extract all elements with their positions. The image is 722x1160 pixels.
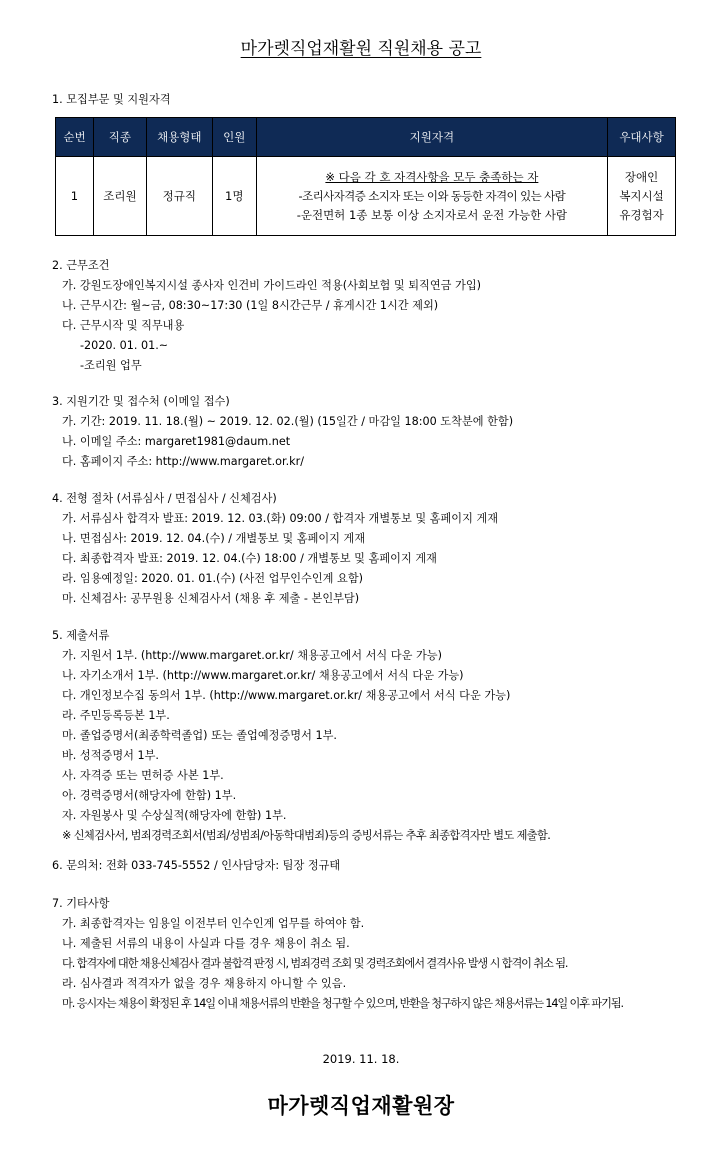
section-heading: 7. 기타사항 — [52, 897, 110, 910]
list-item: 사. 자격증 또는 면허증 사본 1부. — [62, 769, 224, 782]
section-work-conditions — [52, 256, 692, 376]
preference-line: 유경험자 — [619, 207, 664, 222]
sub-item: -조리원 업무 — [80, 359, 142, 372]
notice-date: 2019. 11. 18. — [322, 1052, 400, 1066]
column-header-qualification: 지원자격 — [256, 118, 607, 157]
section-other-notes — [52, 894, 692, 1014]
list-item: 가. 기간: 2019. 11. 18.(월) ~ 2019. 12. 02.(월) (15일간 / 마감일 18:00 도착분에 한함) — [62, 415, 514, 428]
list-item: 자. 자원봉사 및 수상실적(해당자에 한함) 1부. — [62, 809, 287, 822]
preference-line: 장애인 — [624, 169, 659, 184]
list-item: 라. 주민등록등본 1부. — [62, 709, 170, 722]
list-item: 다. 합격자에 대한 채용신체검사 결과 불합격 판정 시, 범죄경력 조회 및 경력조회에서 결격사유 발생 시 합격이 취소 됨. — [62, 957, 568, 970]
section-heading: 2. 근무조건 — [52, 259, 110, 272]
section-selection-process — [52, 489, 692, 609]
qualification-title: ※ 다음 각 호 자격사항을 모두 충족하는 자 — [325, 169, 539, 184]
section-heading: 4. 전형 절차 (서류심사 / 면접심사 / 신체검사) — [52, 492, 277, 505]
section-contact — [52, 856, 692, 876]
cell-type: 정규직 — [146, 157, 212, 236]
section-heading: 5. 제출서류 — [52, 629, 110, 642]
list-item: 마. 신체검사: 공무원용 신체검사서 (채용 후 제출 - 본인부담) — [62, 592, 360, 605]
list-item: 가. 지원서 1부. (http://www.margaret.or.kr/ 채용공고에서 서식 다운 가능) — [62, 649, 442, 662]
cell-count: 1명 — [212, 157, 256, 236]
list-item: 나. 면접심사: 2019. 12. 04.(수) / 개별통보 및 홈페이지 게재 — [62, 532, 366, 545]
section-application — [52, 392, 692, 472]
section-recruitment — [52, 90, 692, 110]
list-item: 다. 개인정보수집 동의서 1부. (http://www.margaret.or.kr/ 채용공고에서 서식 다운 가능) — [62, 689, 511, 702]
column-header-number: 순번 — [56, 118, 94, 157]
list-item: 나. 제출된 서류의 내용이 사실과 다를 경우 채용이 취소 됨. — [62, 937, 350, 950]
list-item: 마. 응시자는 채용이 확정된 후 14일 이내 채용서류의 반환을 청구할 수 있으며, 반환을 청구하지 않은 채용서류는 14일 이후 파기됨. — [62, 997, 624, 1010]
page-title: 마가렛직업재활원 직원채용 공고 — [240, 39, 482, 59]
section-heading: 3. 지원기간 및 접수처 (이메일 접수) — [52, 395, 230, 408]
contact-info: 6. 문의처: 전화 033-745-5552 / 인사담당자: 팀장 정규태 — [52, 859, 341, 872]
sub-item: -2020. 01. 01.~ — [80, 339, 169, 352]
qualification-item: -운전면허 1종 보통 이상 소지자로서 운전 가능한 사람 — [296, 207, 568, 222]
list-item: 라. 임용예정일: 2020. 01. 01.(수) (사전 업무인수인계 요함) — [62, 572, 364, 585]
section-heading: 1. 모집부문 및 지원자격 — [52, 93, 171, 106]
column-header-type: 채용형태 — [146, 118, 212, 157]
list-item: 바. 성적증명서 1부. — [62, 749, 159, 762]
column-header-count: 인원 — [212, 118, 256, 157]
cell-preference — [608, 157, 676, 236]
list-item: 다. 최종합격자 발표: 2019. 12. 04.(수) 18:00 / 개별통보 및 홈페이지 게재 — [62, 552, 437, 565]
cell-qualification — [256, 157, 607, 236]
section-documents — [52, 626, 692, 846]
list-item: 가. 최종합격자는 임용일 이전부터 인수인계 업무를 하여야 함. — [62, 917, 365, 930]
list-item: 가. 서류심사 합격자 발표: 2019. 12. 03.(화) 09:00 / 합격자 개별통보 및 홈페이지 게재 — [62, 512, 499, 525]
table-header-row — [56, 118, 676, 157]
cell-job: 조리원 — [93, 157, 146, 236]
column-header-preference: 우대사항 — [608, 118, 676, 157]
list-item: 나. 자기소개서 1부. (http://www.margaret.or.kr/ 채용공고에서 서식 다운 가능) — [62, 669, 464, 682]
documents-note: ※ 신체검사서, 범죄경력조회서(범죄/성범죄/아동학대범죄)등의 증빙서류는 추후 최종합격자만 별도 제출함. — [62, 829, 551, 842]
email-address: 나. 이메일 주소: margaret1981@daum.net — [62, 435, 291, 448]
signature-org: 마가렛직업재활원장 — [267, 1094, 455, 1118]
preference-line: 복지시설 — [619, 188, 664, 203]
list-item: 다. 근무시작 및 직무내용 — [62, 319, 185, 332]
list-item: 나. 근무시간: 월~금, 08:30~17:30 (1일 8시간근무 / 휴게시간 1시간 제외) — [62, 299, 439, 312]
list-item: 마. 졸업증명서(최종학력졸업) 또는 졸업예정증명서 1부. — [62, 729, 337, 742]
cell-number: 1 — [56, 157, 94, 236]
table-row — [56, 157, 676, 236]
list-item: 가. 강원도장애인복지시설 종사자 인건비 가이드라인 적용(사회보험 및 퇴직연금 가입) — [62, 279, 481, 292]
list-item: 아. 경력증명서(해당자에 한함) 1부. — [62, 789, 237, 802]
recruitment-table — [55, 117, 676, 236]
list-item: 라. 심사결과 적격자가 없을 경우 채용하지 아니할 수 있음. — [62, 977, 347, 990]
column-header-job: 직종 — [93, 118, 146, 157]
qualification-item: -조리사자격증 소지자 또는 이와 동등한 자격이 있는 사람 — [298, 188, 566, 203]
homepage-address: 다. 홈페이지 주소: http://www.margaret.or.kr/ — [62, 455, 305, 468]
